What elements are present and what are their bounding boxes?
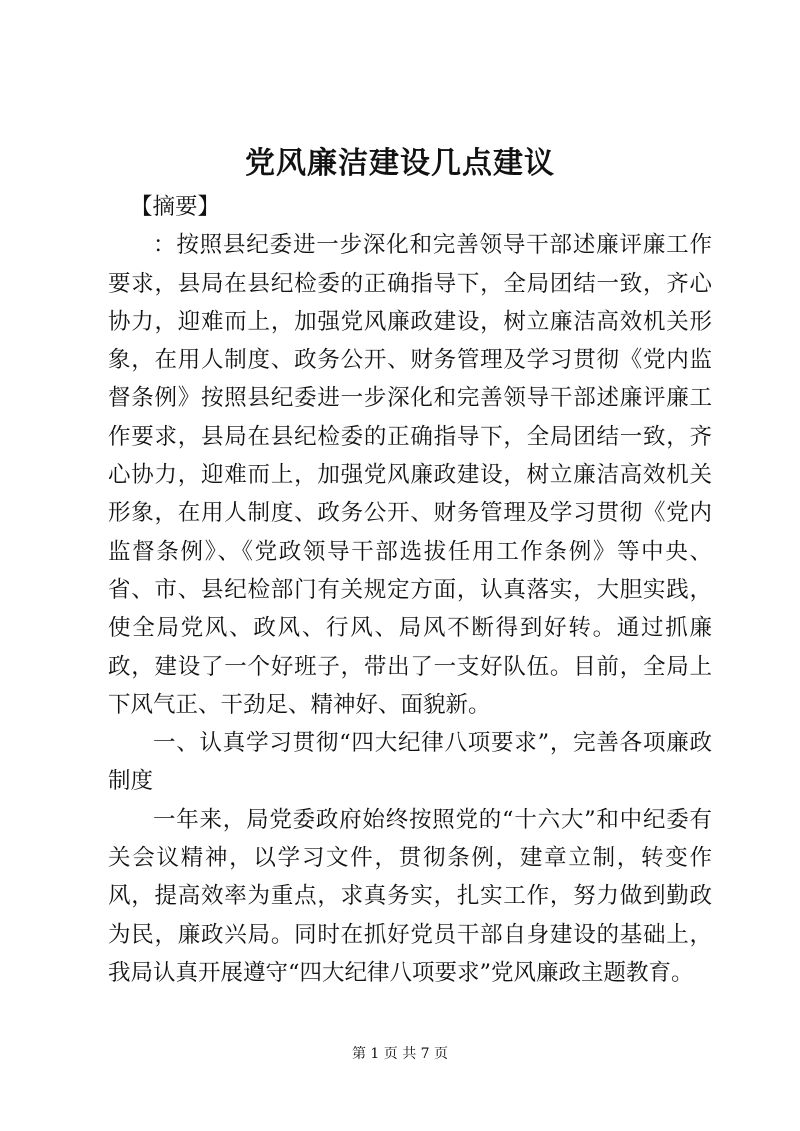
body-paragraph: 一年来，局党委政府始终按照党的“十六大”和中纪委有关会议精神，以学习文件，贯彻条例，建章立制，转变作风，提高效率为重点，求真务实，扎实工作，努力做到勤政为民，廉政兴局。同时在抓好党员干部自身建设的基础上，我局认真开展遵守“四大纪律八项要求”党风廉政主题教育。 xyxy=(108,806,712,986)
page-footer: 第 1 页 共 7 页 xyxy=(351,1046,449,1062)
document-title: 党风廉洁建设几点建议 xyxy=(245,146,555,181)
abstract-label: 【摘要】 xyxy=(130,194,221,220)
document-body xyxy=(108,188,712,992)
abstract-paragraph: ：按照县纪委进一步深化和完善领导干部述廉评廉工作要求，县局在县纪检委的正确指导下，全局团结一致，齐心协力，迎难而上，加强党风廉政建设，树立廉洁高效机关形象，在用人制度、政务公开、财务管理及学习贯彻《党内监督条例》按照县纪委进一步深化和完善领导干部述廉评廉工作要求，县局在县纪检委的正确指导下，全局团结一致，齐心协力，迎难而上，加强党风廉政建设，树立廉洁高效机关形象，在用人制度、政务公开、财务管理及学习贯彻《党内监督条例》、《党政领导干部选拔任用工作条例》等中央、省、市、县纪检部门有关规定方面，认真落实，大胆实践，使全局党风、政风、行风、局风不断得到好转。通过抓廉政，建设了一个好班子，带出了一支好队伍。目前，全局上下风气正、干劲足、精神好、面貌新。 xyxy=(108,232,712,718)
section-heading: 一、认真学习贯彻“四大纪律八项要求”，完善各项廉政制度 xyxy=(108,730,712,795)
